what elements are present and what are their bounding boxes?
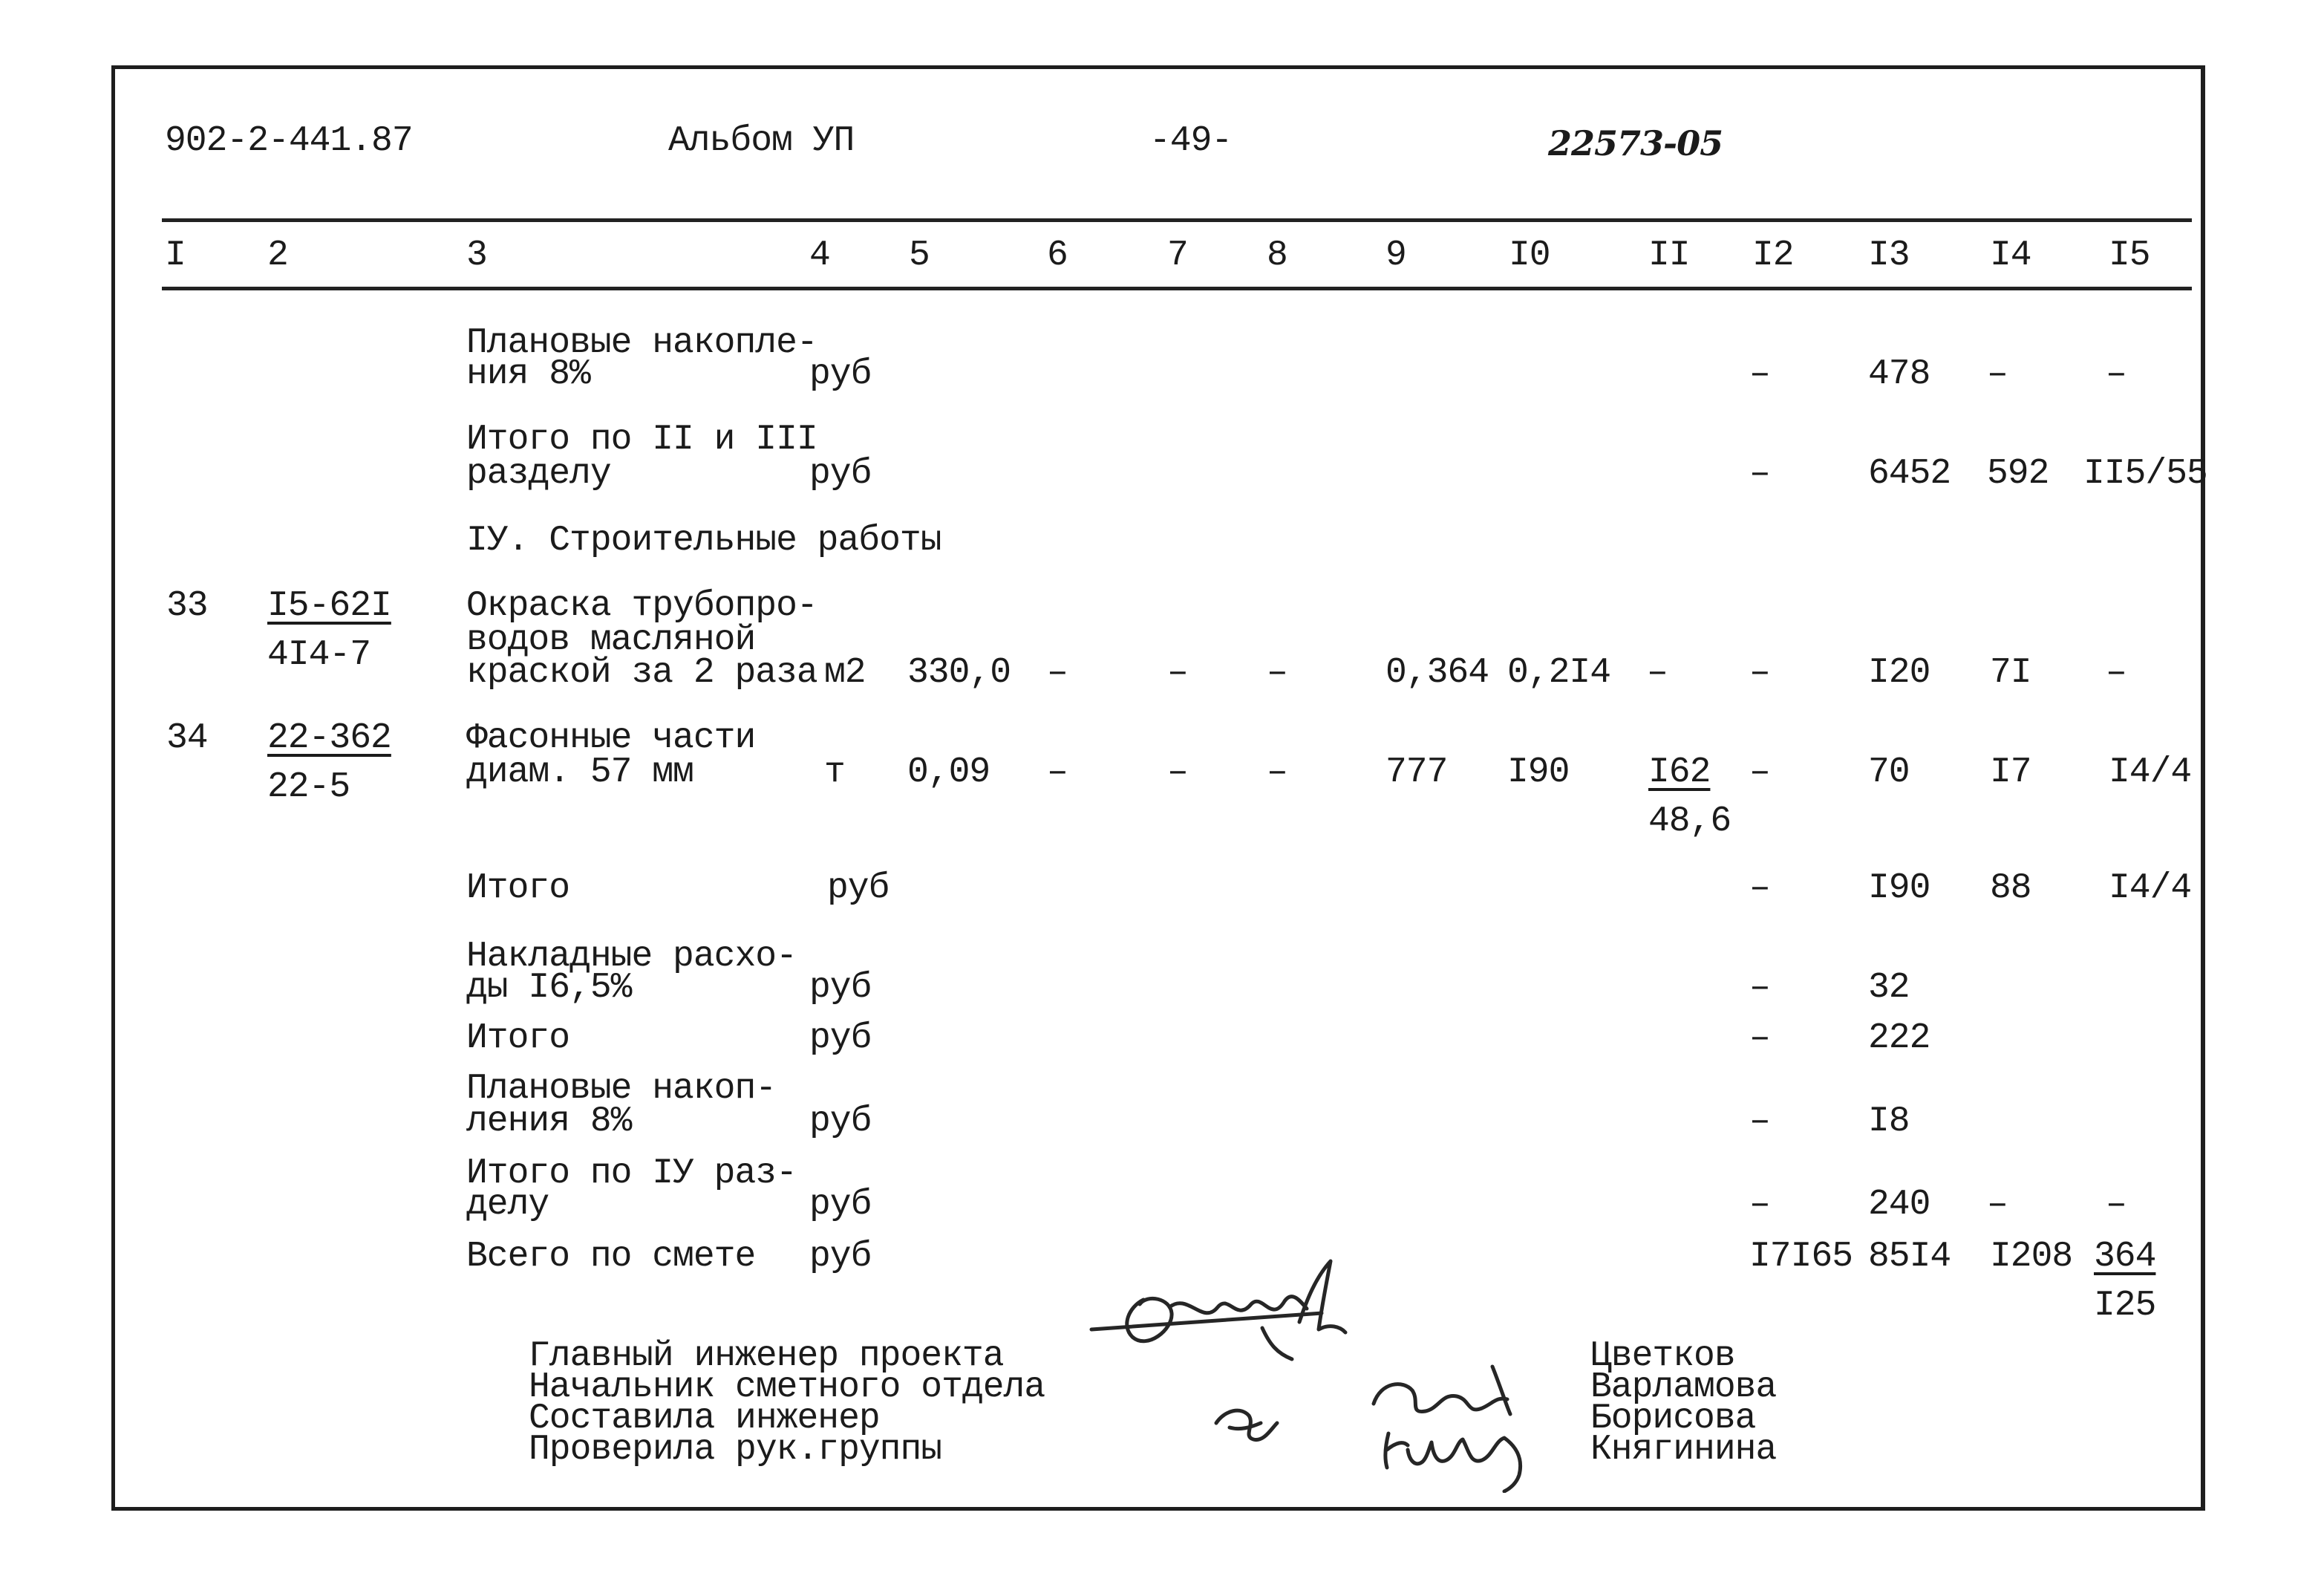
row-name: делу [466,1185,549,1225]
cell-5: 330,0 [907,653,1011,693]
col-4: 4 [809,235,830,276]
cell-15: I4/4 [2109,868,2192,908]
album-label: Альбом УП [668,121,855,161]
cell-7: – [1167,653,1188,693]
cell-8: – [1267,653,1287,693]
signature-role: Составила инженер [529,1399,880,1439]
col-12: I2 [1752,235,1794,276]
row-name: ды I6,5% [466,968,632,1008]
cell-14: I7 [1990,752,2031,792]
row-name: ния 8% [466,354,590,394]
cell-15: I4/4 [2109,752,2192,792]
col-1: I [165,235,186,276]
row-name: Итого по II и III [466,420,817,460]
row-unit: руб [809,454,872,494]
cell-9: 777 [1385,752,1448,792]
cell-7: – [1167,752,1188,792]
signature-role: Начальник сметного отдела [529,1367,1045,1407]
cell-9: 0,364 [1385,653,1489,693]
row-number: 33 [166,586,208,626]
col-11: II [1648,235,1690,276]
price-code: 22-5 [267,767,350,807]
cell-12: I7I65 [1749,1237,1853,1277]
row-unit: руб [809,1185,872,1225]
cell-15: II5/55 [2083,454,2207,494]
row-name: Итого [466,1018,570,1058]
inventory-number: 22573-05 [1548,123,1723,163]
cell-15: – [2106,1185,2126,1225]
col-6: 6 [1047,235,1068,276]
row-name: Накладные расхо- [466,937,797,977]
cell-12: – [1749,1185,1770,1225]
cell-15-numerator: 364 [2094,1237,2156,1277]
cell-13: 70 [1868,752,1910,792]
cell-13: 478 [1868,354,1930,394]
cell-10: I90 [1507,752,1570,792]
row-name: диам. 57 мм [466,752,693,792]
cell-12: – [1749,354,1770,394]
col-7: 7 [1167,235,1188,276]
row-name: Итого [466,868,570,908]
row-name: водов масляной [466,620,756,660]
cell-5: 0,09 [907,752,990,792]
cell-12: – [1749,454,1770,494]
cell-13: 222 [1868,1018,1930,1058]
cell-12: – [1749,868,1770,908]
row-name: Окраска трубопро- [466,586,817,626]
row-name: Плановые накоп- [466,1069,777,1109]
cell-12: – [1749,653,1770,693]
page-number: -49- [1149,121,1233,161]
row-unit: руб [809,354,872,394]
row-unit: руб [809,1018,872,1058]
cell-13: 6452 [1868,454,1951,494]
col-9: 9 [1385,235,1406,276]
cell-14: I208 [1990,1237,2073,1277]
row-name: Всего по смете [466,1237,756,1277]
signature-role: Главный инженер проекта [529,1336,1004,1376]
row-number: 34 [166,718,208,758]
document-code: 902-2-441.87 [165,121,413,161]
signature-role: Проверила рук.группы [529,1430,942,1470]
row-unit: руб [827,868,890,908]
col-10: I0 [1509,235,1550,276]
cell-14: 592 [1987,454,2049,494]
row-name: ления 8% [466,1101,632,1142]
row-name: краской за 2 раза [466,653,817,693]
cell-13: 240 [1868,1185,1930,1225]
col-5: 5 [909,235,930,276]
row-unit: руб [809,968,872,1008]
cell-10: 0,2I4 [1507,653,1611,693]
row-name: Итого по IУ раз- [466,1153,797,1194]
cell-12: – [1749,968,1770,1008]
cell-15: – [2106,653,2126,693]
cell-15-denominator: I25 [2094,1286,2156,1326]
cell-13: I8 [1868,1101,1910,1142]
header-rule-top [162,218,2192,222]
cell-8: – [1267,752,1287,792]
norm-code: I5-62I [267,586,391,626]
cell-13: I90 [1868,868,1930,908]
signatory-name: Варламова [1590,1367,1777,1407]
norm-code: 22-362 [267,718,391,758]
row-unit: руб [809,1101,872,1142]
price-code: 4I4-7 [267,635,371,675]
row-unit: руб [809,1237,872,1277]
row-unit: т [824,752,845,792]
cell-12: – [1749,1018,1770,1058]
cell-15: – [2106,354,2126,394]
col-13: I3 [1868,235,1910,276]
header-rule-bottom [162,287,2192,290]
cell-12: – [1749,1101,1770,1142]
cell-13: 85I4 [1868,1237,1951,1277]
cell-6: – [1047,653,1068,693]
cell-14: – [1987,354,2008,394]
row-name: разделу [466,454,611,494]
section-title: IУ. Строительные работы [466,521,941,561]
cell-11-denominator: 48,6 [1648,801,1731,841]
row-unit: м2 [824,653,866,693]
cell-12: – [1749,752,1770,792]
col-2: 2 [267,235,288,276]
col-14: I4 [1990,235,2031,276]
cell-11: – [1647,653,1668,693]
col-3: 3 [466,235,487,276]
row-name: Фасонные части [466,718,756,758]
signatory-name: Борисова [1590,1399,1756,1439]
cell-13: I20 [1868,653,1930,693]
signatory-name: Цветков [1590,1336,1735,1376]
cell-6: – [1047,752,1068,792]
col-8: 8 [1267,235,1287,276]
col-15: I5 [2109,235,2150,276]
handwritten-signatures-image [1077,1255,1582,1493]
row-name: Плановые накопле- [466,323,817,363]
cell-13: 32 [1868,968,1910,1008]
cell-14: 7I [1990,653,2031,693]
cell-14: – [1987,1185,2008,1225]
cell-11-numerator: I62 [1648,752,1711,792]
signatory-name: Княгинина [1590,1430,1777,1470]
cell-14: 88 [1990,868,2031,908]
